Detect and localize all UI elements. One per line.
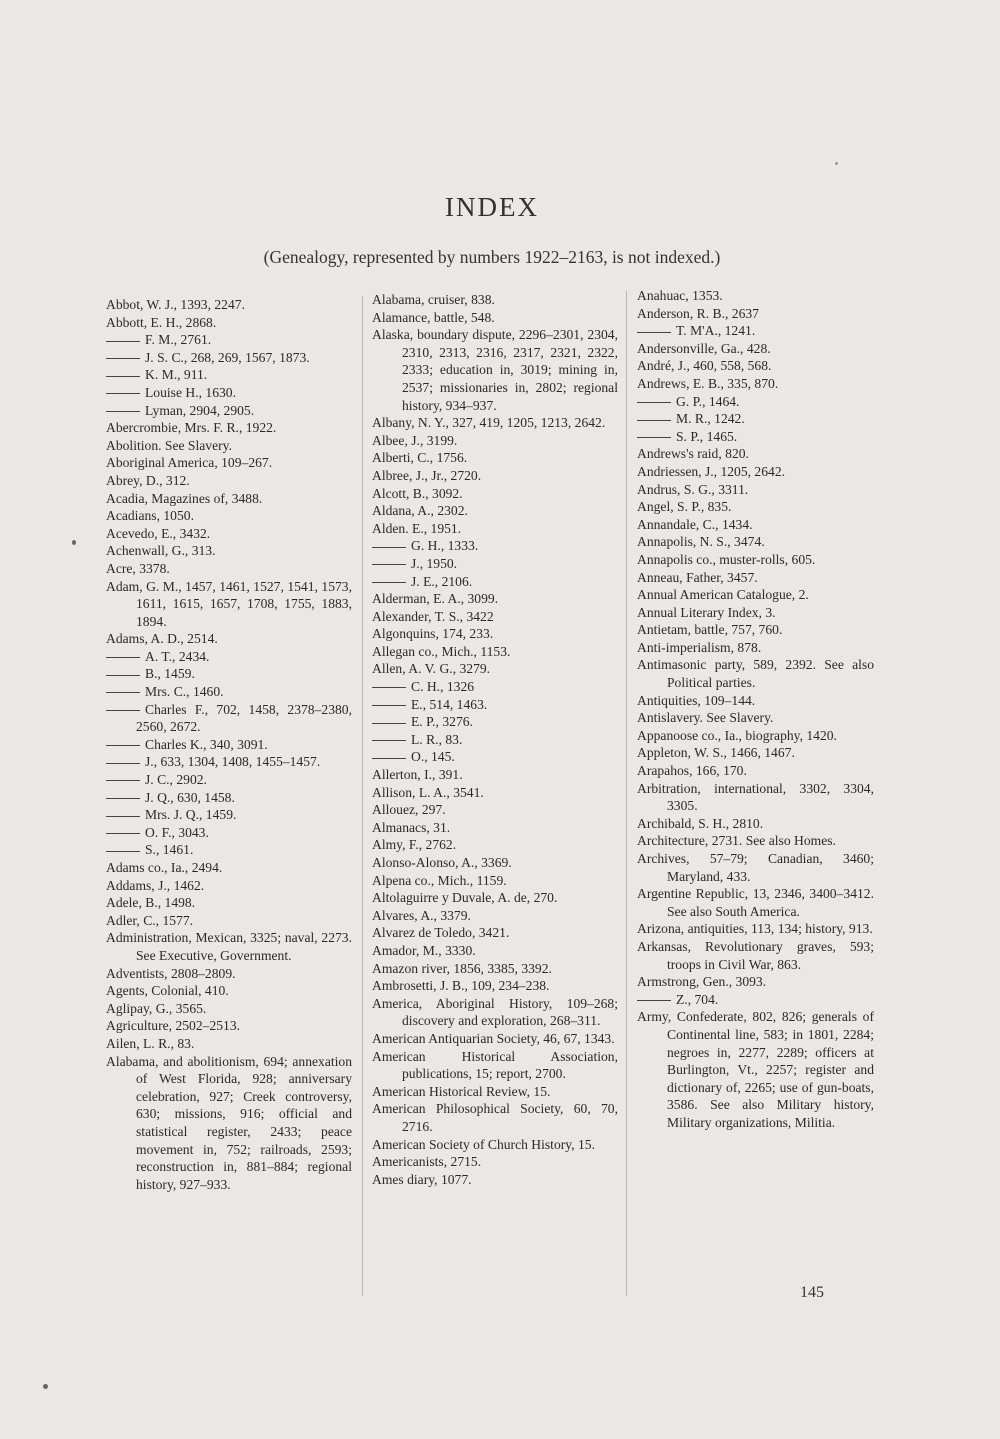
index-entry-text: Aglipay, G., 3565. (106, 1000, 207, 1016)
index-entry-text: Albree, J., Jr., 2720. (372, 467, 482, 483)
index-entry (106, 965, 352, 983)
index-entry-text: Alpena co., Mich., 1159. (372, 872, 507, 888)
index-entry-text: Almanacs, 31. (372, 819, 451, 835)
index-entry-text: Algonquins, 174, 233. (372, 626, 494, 642)
index-entry-text: Aboriginal America, 109–267. (106, 455, 273, 471)
ditto-dash (106, 851, 140, 852)
ditto-dash (106, 833, 140, 834)
index-entry (106, 349, 352, 367)
index-entry-text: Allen, A. V. G., 3279. (372, 661, 491, 677)
index-entry (637, 832, 874, 850)
index-entry (106, 912, 352, 930)
index-entry (372, 731, 618, 749)
index-entry (372, 995, 618, 1030)
index-entry-text: Andriessen, J., 1205, 2642. (637, 463, 786, 479)
index-entry-text: Antiquities, 109–144. (637, 692, 756, 708)
index-entry-text: André, J., 460, 558, 568. (637, 358, 772, 374)
index-entry-text: Addams, J., 1462. (106, 877, 205, 893)
index-entry (106, 384, 352, 402)
index-entry-text: O. F., 3043. (145, 824, 209, 840)
index-entry-text: Annapolis co., muster-rolls, 605. (637, 551, 816, 567)
index-entry-text: E. P., 3276. (411, 714, 473, 730)
index-entry-text: Alamance, battle, 548. (372, 309, 495, 325)
index-entry (372, 696, 618, 714)
index-entry (372, 819, 618, 837)
index-entry-text: G. H., 1333. (411, 538, 479, 554)
index-entry (637, 569, 874, 587)
ditto-dash (372, 723, 406, 724)
index-entry (372, 520, 618, 538)
index-entry (372, 836, 618, 854)
index-entry (372, 643, 618, 661)
index-entry-text: Albany, N. Y., 327, 419, 1205, 1213, 2642. (372, 415, 606, 431)
index-entry (372, 1100, 618, 1135)
index-entry-text: Adventists, 2808–2809. (106, 965, 236, 981)
index-entry-text: Almy, F., 2762. (372, 837, 457, 853)
index-entry (106, 525, 352, 543)
index-entry (372, 854, 618, 872)
index-entry-text: Allouez, 297. (372, 802, 446, 818)
index-entry (106, 490, 352, 508)
index-entry (637, 375, 874, 393)
ditto-dash (637, 332, 671, 333)
index-entry-text: Alderman, E. A., 3099. (372, 591, 499, 607)
index-entry-text: Albee, J., 3199. (372, 432, 458, 448)
index-entry (372, 1030, 618, 1048)
index-entry-text: Acre, 3378. (106, 560, 170, 576)
index-entry (106, 419, 352, 437)
index-entry (637, 656, 874, 691)
index-entry (106, 683, 352, 701)
index-entry (637, 991, 874, 1009)
ditto-dash (372, 582, 406, 583)
index-entry-text: Alvares, A., 3379. (372, 907, 471, 923)
index-entry-text: Alden. E., 1951. (372, 520, 462, 536)
index-entry (637, 305, 874, 323)
index-entry (637, 744, 874, 762)
index-entry (372, 467, 618, 485)
index-entry (372, 1153, 618, 1171)
index-entry-text: S., 1461. (145, 842, 194, 858)
index-entry-text: K. M., 911. (145, 367, 208, 383)
ditto-dash (372, 687, 406, 688)
index-entry-text: Anahuac, 1353. (637, 288, 723, 303)
index-entry-text: A. T., 2434. (145, 648, 210, 664)
index-entry-text: S. P., 1465. (676, 428, 738, 444)
ditto-dash (106, 798, 140, 799)
page-title: INDEX (445, 192, 539, 222)
ditto-dash (106, 376, 140, 377)
index-entry (106, 437, 352, 455)
index-entry-text: J. E., 2106. (411, 573, 473, 589)
index-entry-text: Administration, Mexican, 3325; naval, 2273. See Executive, Government. (106, 930, 352, 963)
index-entry (106, 877, 352, 895)
index-entry-text: Arizona, antiquities, 113, 134; history, 913. (637, 921, 873, 937)
index-entry-text: Appanoose co., Ia., biography, 1420. (637, 727, 837, 743)
index-entry-text: Adler, C., 1577. (106, 912, 194, 928)
index-entry-text: Angel, S. P., 835. (637, 499, 732, 515)
index-entry-text: American Society of Church History, 15. (372, 1136, 595, 1152)
index-entry-text: Annandale, C., 1434. (637, 516, 753, 532)
index-column-2 (372, 291, 618, 1188)
index-entry-text: Agents, Colonial, 410. (106, 983, 229, 999)
ditto-dash (106, 780, 140, 781)
index-entry (637, 393, 874, 411)
index-entry (106, 560, 352, 578)
index-entry-text: American Philosophical Society, 60, 70, 2716. (372, 1101, 618, 1134)
index-entry-text: Architecture, 2731. See also Homes. (637, 833, 836, 849)
index-entry (372, 309, 618, 327)
index-entry-text: Ailen, L. R., 83. (106, 1035, 195, 1051)
index-entry-text: Alberti, C., 1756. (372, 450, 468, 466)
index-entry (637, 621, 874, 639)
index-entry-text: M. R., 1242. (676, 411, 745, 427)
index-entry-text: Antietam, battle, 757, 760. (637, 622, 783, 638)
index-entry (372, 485, 618, 503)
ditto-dash (106, 745, 140, 746)
index-entry (106, 771, 352, 789)
index-entry (637, 322, 874, 340)
index-entry-text: Altolaguirre y Duvale, A. de, 270. (372, 890, 558, 906)
index-entry-text: Abercrombie, Mrs. F. R., 1922. (106, 420, 277, 436)
index-entry-text: Allison, L. A., 3541. (372, 784, 484, 800)
ditto-dash (637, 402, 671, 403)
index-entry-text: Alabama, and abolitionism, 694; annexation of West Florida, 928; anniversary celebration, 927; Creek controversy, 630; missions, 916; official and statistical register, 2433; peace movement in, 752; railroads, 2593; reconstruction in, 881–884; regional history, 927–933. (106, 1053, 352, 1192)
index-entry-text: T. M'A., 1241. (676, 323, 756, 339)
index-entry (106, 665, 352, 683)
index-entry (106, 859, 352, 877)
index-entry-text: Z., 704. (676, 991, 719, 1007)
index-entry (106, 331, 352, 349)
ditto-dash (106, 657, 140, 658)
index-entry-text: Louise H., 1630. (145, 384, 236, 400)
index-entry (106, 824, 352, 842)
index-entry-text: Adams, A. D., 2514. (106, 631, 218, 647)
index-entry (106, 366, 352, 384)
index-entry-text: Allerton, I., 391. (372, 767, 463, 783)
index-entry-text: Charles K., 340, 3091. (145, 736, 268, 752)
index-entry (372, 625, 618, 643)
index-entry-text: Mrs. C., 1460. (145, 684, 224, 700)
index-entry (637, 850, 874, 885)
index-entry (637, 692, 874, 710)
index-entry (372, 1083, 618, 1101)
index-entry-text: J. Q., 630, 1458. (145, 789, 235, 805)
index-entry-text: American Historical Association, publications, 15; report, 2700. (372, 1048, 618, 1082)
index-entry-text: Annual Literary Index, 3. (637, 604, 776, 620)
index-entry-text: Alonso-Alonso, A., 3369. (372, 855, 512, 870)
index-entry (637, 533, 874, 551)
index-entry (637, 920, 874, 938)
index-entry (106, 472, 352, 490)
index-entry (372, 713, 618, 731)
index-entry (637, 498, 874, 516)
index-entry (637, 727, 874, 745)
index-entry (372, 432, 618, 450)
index-entry-text: Achenwall, G., 313. (106, 543, 216, 559)
index-entry-text: Argentine Republic, 13, 2346, 3400–3412. See also South America. (637, 886, 874, 919)
index-entry (372, 924, 618, 942)
index-entry (372, 1048, 618, 1083)
index-entry (372, 537, 618, 555)
index-entry-text: B., 1459. (145, 666, 195, 682)
index-entry (372, 907, 618, 925)
index-entry (372, 573, 618, 591)
index-entry (372, 872, 618, 890)
index-entry (372, 590, 618, 608)
index-entry (372, 977, 618, 995)
ditto-dash (106, 358, 140, 359)
ditto-dash (372, 547, 406, 548)
index-entry (637, 973, 874, 991)
index-entry-text: Andersonville, Ga., 428. (637, 340, 771, 356)
ditto-dash (106, 675, 140, 676)
column-divider (362, 296, 363, 1296)
index-entry (106, 701, 352, 736)
index-entry (106, 1035, 352, 1053)
index-entry (637, 604, 874, 622)
ditto-dash (106, 763, 140, 764)
index-entry-text: Archives, 57–79; Canadian, 3460; Maryland, 433. (637, 851, 874, 884)
index-entry-text: Arbitration, international, 3302, 3304, 3305. (637, 780, 874, 814)
ditto-dash (372, 705, 406, 706)
index-entry (372, 801, 618, 819)
index-entry-text: America, Aboriginal History, 109–268; discovery and exploration, 268–311. (372, 995, 618, 1029)
page-subtitle: (Genealogy, represented by numbers 1922–2163, is not indexed.) (263, 247, 721, 267)
index-entry-text: E., 514, 1463. (411, 696, 488, 712)
index-entry-text: Archibald, S. H., 2810. (637, 815, 764, 831)
page-number: 145 (800, 1284, 824, 1301)
index-entry-text: Anti-imperialism, 878. (637, 639, 762, 655)
ditto-dash (637, 437, 671, 438)
ditto-dash (372, 564, 406, 565)
index-entry (106, 454, 352, 472)
index-entry-text: O., 145. (411, 749, 455, 765)
index-entry-text: Amador, M., 3330. (372, 942, 476, 958)
index-entry (372, 502, 618, 520)
index-entry-text: Ames diary, 1077. (372, 1171, 472, 1187)
index-entry-text: J. S. C., 268, 269, 1567, 1873. (145, 349, 310, 365)
index-column-1 (106, 296, 352, 1193)
index-entry (106, 296, 352, 314)
index-entry (372, 291, 618, 309)
index-entry (106, 1017, 352, 1035)
index-entry (106, 1000, 352, 1018)
speck-mark (43, 1384, 48, 1389)
index-entry-text: Alcott, B., 3092. (372, 485, 463, 501)
index-entry-text: J., 633, 1304, 1408, 1455–1457. (145, 754, 321, 770)
index-entry-text: Abbot, W. J., 1393, 2247. (106, 297, 245, 312)
index-entry (106, 753, 352, 771)
index-entry (372, 748, 618, 766)
index-entry (637, 709, 874, 727)
index-entry (637, 428, 874, 446)
index-entry (637, 445, 874, 463)
index-entry-text: Amazon river, 1856, 3385, 3392. (372, 960, 552, 976)
index-entry (106, 841, 352, 859)
ditto-dash (106, 710, 140, 711)
index-entry (372, 942, 618, 960)
index-entry-text: Anneau, Father, 3457. (637, 569, 758, 585)
index-entry (372, 449, 618, 467)
ditto-dash (372, 758, 406, 759)
index-entry (372, 414, 618, 432)
index-entry-text: Alvarez de Toledo, 3421. (372, 925, 510, 941)
index-entry-text: Acevedo, E., 3432. (106, 525, 211, 541)
index-entry-text: Alexander, T. S., 3422 (372, 608, 494, 624)
index-entry (637, 357, 874, 375)
index-entry-text: F. M., 2761. (145, 332, 212, 348)
ditto-dash (106, 341, 140, 342)
index-entry (372, 784, 618, 802)
index-entry (372, 960, 618, 978)
index-entry-text: Arapahos, 166, 170. (637, 763, 747, 779)
index-entry-text: L. R., 83. (411, 731, 463, 747)
index-entry-text: Alaska, boundary dispute, 2296–2301, 2304, 2310, 2313, 2316, 2317, 2321, 2322, 2333; education in, 3019; mining in, 2537; missionaries in, 2802; regional history, 934–937. (372, 327, 618, 413)
ditto-dash (637, 1000, 671, 1001)
ditto-dash (106, 816, 140, 817)
index-entry-text: Antimasonic party, 589, 2392. See also Political parties. (637, 657, 874, 691)
index-entry (637, 762, 874, 780)
index-entry-text: Abbott, E. H., 2868. (106, 314, 217, 330)
index-entry (106, 542, 352, 560)
index-entry-text: Andrews, E. B., 335, 870. (637, 375, 779, 391)
index-entry-text: Aldana, A., 2302. (372, 503, 468, 519)
index-entry (106, 648, 352, 666)
index-entry (637, 815, 874, 833)
index-entry (372, 326, 618, 414)
index-entry (372, 1136, 618, 1154)
index-entry-text: Abolition. See Slavery. (106, 437, 232, 453)
index-entry-text: Adams co., Ia., 2494. (106, 860, 223, 875)
index-entry (372, 608, 618, 626)
index-entry-text: Acadians, 1050. (106, 508, 194, 524)
index-entry (372, 889, 618, 907)
index-entry (372, 555, 618, 573)
ditto-dash (372, 740, 406, 741)
ditto-dash (106, 692, 140, 693)
index-entry-text: Agriculture, 2502–2513. (106, 1018, 241, 1034)
index-entry-text: Abrey, D., 312. (106, 472, 190, 488)
column-divider (626, 291, 627, 1296)
index-entry (106, 929, 352, 964)
index-entry-text: American Historical Review, 15. (372, 1083, 551, 1099)
index-entry (637, 885, 874, 920)
index-entry-text: Charles F., 702, 1458, 2378–2380, 2560, 2672. (136, 701, 352, 735)
index-entry-text: G. P., 1464. (676, 393, 740, 409)
index-entry (106, 630, 352, 648)
index-entry-text: Army, Confederate, 802, 826; generals of Continental line, 583; in 1801, 2284; negroes in, 2277, 2289; officers at Burlington, Vt., 2257; register and dictionary of, 2265; use of gun-boats, 3586. See also Military history, Military organizations, Militia. (637, 1009, 874, 1130)
index-entry-text: Annual American Catalogue, 2. (637, 587, 809, 603)
index-entry (637, 1008, 874, 1131)
index-entry (106, 314, 352, 332)
speck-mark (835, 162, 838, 165)
index-entry (637, 340, 874, 358)
index-entry-text: Ambrosetti, J. B., 109, 234–238. (372, 978, 550, 994)
index-entry (637, 287, 874, 305)
index-entry-text: Andrus, S. G., 3311. (637, 481, 749, 497)
index-entry (372, 1171, 618, 1189)
index-entry-text: Acadia, Magazines of, 3488. (106, 490, 263, 506)
index-entry (637, 938, 874, 973)
speck-mark (72, 540, 76, 545)
index-entry (637, 516, 874, 534)
index-entry (637, 463, 874, 481)
index-entry (637, 410, 874, 428)
index-entry (637, 586, 874, 604)
ditto-dash (106, 411, 140, 412)
index-entry (637, 780, 874, 815)
index-entry-text: Armstrong, Gen., 3093. (637, 974, 767, 990)
index-entry (106, 789, 352, 807)
index-entry-text: Arkansas, Revolutionary graves, 593; troops in Civil War, 863. (637, 938, 874, 972)
index-entry (106, 806, 352, 824)
index-entry-text: Adele, B., 1498. (106, 895, 196, 911)
index-entry-text: American Antiquarian Society, 46, 67, 1343. (372, 1030, 615, 1046)
index-entry (106, 894, 352, 912)
index-entry (106, 402, 352, 420)
index-entry-text: Antislavery. See Slavery. (637, 710, 774, 726)
index-entry (372, 766, 618, 784)
index-entry-text: Anderson, R. B., 2637 (637, 305, 759, 321)
index-entry-text: Allegan co., Mich., 1153. (372, 643, 511, 659)
index-entry-text: Andrews's raid, 820. (637, 446, 749, 462)
index-entry-text: C. H., 1326 (411, 679, 475, 695)
index-entry (106, 507, 352, 525)
index-entry (637, 551, 874, 569)
index-entry (637, 481, 874, 499)
index-entry-text: Americanists, 2715. (372, 1154, 482, 1170)
index-entry (106, 982, 352, 1000)
index-entry (637, 639, 874, 657)
ditto-dash (106, 393, 140, 394)
index-entry (106, 736, 352, 754)
index-column-3 (637, 287, 874, 1132)
index-entry (106, 578, 352, 631)
index-entry (372, 660, 618, 678)
ditto-dash (637, 420, 671, 421)
index-entry (372, 678, 618, 696)
index-entry-text: Appleton, W. S., 1466, 1467. (637, 745, 795, 761)
index-entry-text: Annapolis, N. S., 3474. (637, 534, 765, 550)
index-entry-text: Adam, G. M., 1457, 1461, 1527, 1541, 1573, 1611, 1615, 1657, 1708, 1755, 1883, 1894. (106, 578, 352, 629)
index-entry-text: Mrs. J. Q., 1459. (145, 807, 237, 823)
index-entry (106, 1053, 352, 1194)
index-entry-text: J., 1950. (411, 555, 458, 571)
index-entry-text: Alabama, cruiser, 838. (372, 292, 495, 307)
index-entry-text: J. C., 2902. (145, 772, 207, 788)
index-entry-text: Lyman, 2904, 2905. (145, 402, 255, 418)
